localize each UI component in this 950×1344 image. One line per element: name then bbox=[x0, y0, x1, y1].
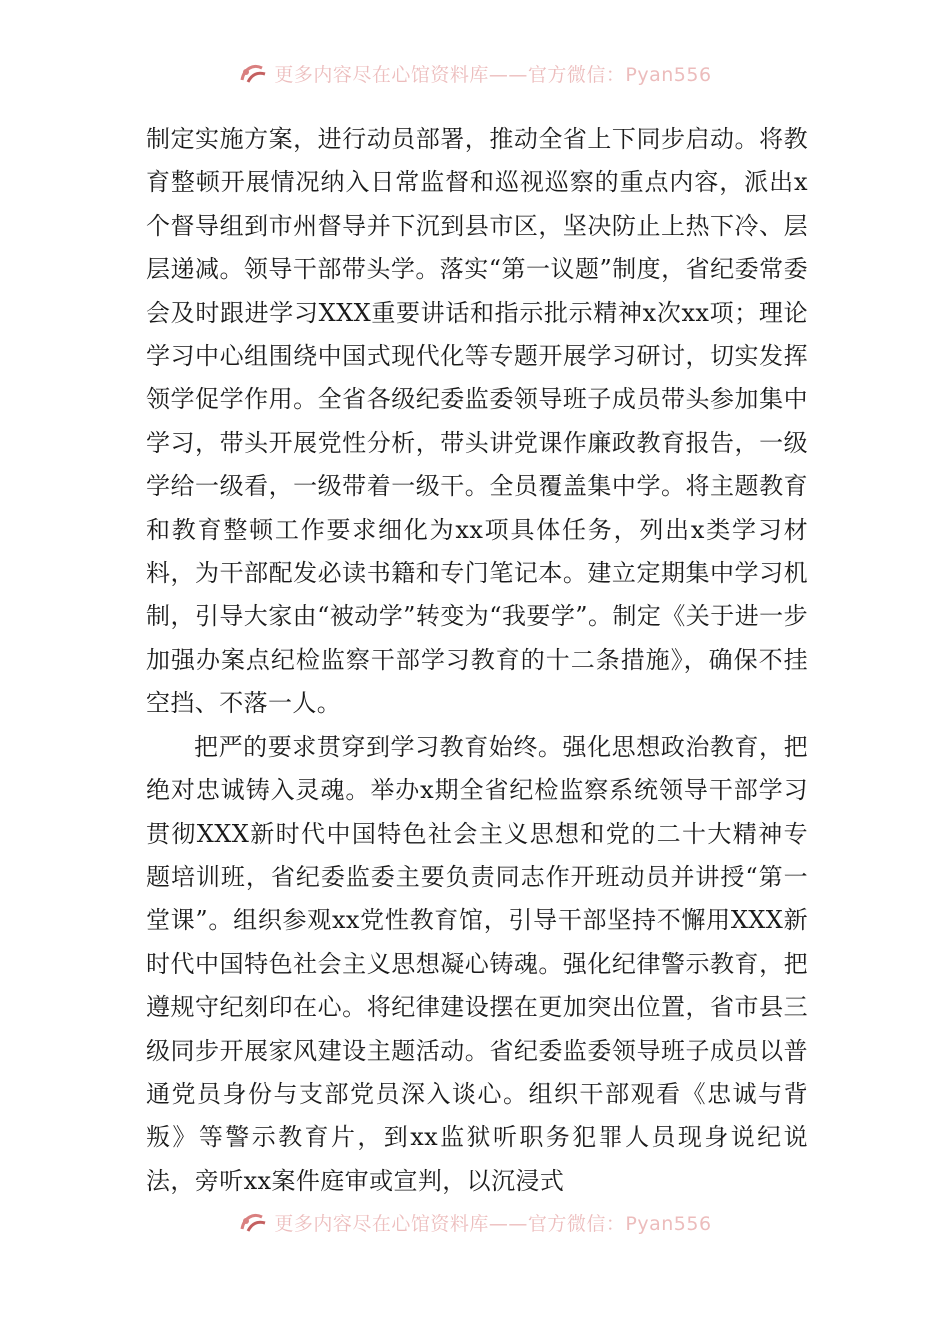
paragraph-1: 制定实施方案，进行动员部署，推动全省上下同步启动。将教育整顿开展情况纳入日常监督和巡视巡察的重点内容，派出x个督导组到市州督导并下沉到县市区，坚决防止上热下冷、层层递减。领导干部带头学。落实“第一议题”制度，省纪委常委会及时跟进学习XXX重要讲话和指示批示精神x次xx项；理论学习中心组围绕中国式现代化等专题开展学习研讨，切实发挥领学促学作用。全省各级纪委监委领导班子成员带头参加集中学习，带头开展党性分析，带头讲党课作廉政教育报告，一级学给一级看，一级带着一级干。全员覆盖集中学。将主题教育和教育整顿工作要求细化为xx项具体任务，列出x类学习材料，为干部配发必读书籍和专门笔记本。建立定期集中学习机制，引导大家由“被动学”转变为“我要学”。制定《关于进一步加强办案点纪检监察干部学习教育的十二条措施》，确保不挂空挡、不落一人。 bbox=[146, 125, 808, 718]
document-body bbox=[146, 118, 808, 1203]
logo-icon bbox=[238, 60, 268, 86]
watermark-footer bbox=[0, 1205, 950, 1239]
logo-icon bbox=[238, 1209, 268, 1235]
watermark-text: 更多内容尽在心馆资料库——官方微信：Pyan556 bbox=[274, 1212, 712, 1235]
watermark-header bbox=[0, 56, 950, 90]
watermark-text: 更多内容尽在心馆资料库——官方微信：Pyan556 bbox=[274, 63, 712, 86]
paragraph-2: 把严的要求贯穿到学习教育始终。强化思想政治教育，把绝对忠诚铸入灵魂。举办x期全省纪检监察系统领导干部学习贯彻XXX新时代中国特色社会主义思想和党的二十大精神专题培训班，省纪委监委主要负责同志作开班动员并讲授“第一堂课”。组织参观xx党性教育馆，引导干部坚持不懈用XXX新时代中国特色社会主义思想凝心铸魂。强化纪律警示教育，把遵规守纪刻印在心。将纪律建设摆在更加突出位置，省市县三级同步开展家风建设主题活动。省纪委监委领导班子成员以普通党员身份与支部党员深入谈心。组织干部观看《忠诚与背叛》等警示教育片，到xx监狱听职务犯罪人员现身说纪说法，旁听xx案件庭审或宣判，以沉浸式 bbox=[146, 732, 808, 1195]
